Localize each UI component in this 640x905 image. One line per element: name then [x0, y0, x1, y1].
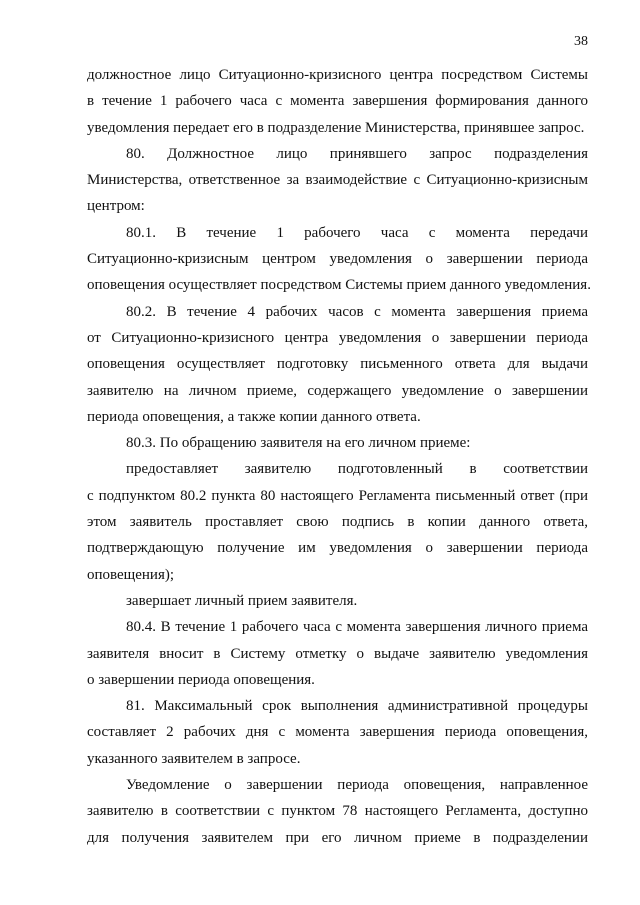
- page-number: 38: [574, 34, 588, 49]
- text-line: 80.2. В течение 4 рабочих часов с момента завершения приема: [126, 303, 588, 320]
- text-line: завершает личный прием заявителя.: [126, 592, 358, 609]
- paragraph: [87, 772, 588, 851]
- text-line: для получения заявителем при его личном приеме в подразделении: [87, 829, 588, 846]
- text-line: в течение 1 рабочего часа с момента завершения формирования данного: [87, 93, 588, 110]
- text-line: заявителю на личном приеме, содержащего уведомление о завершении: [87, 382, 588, 399]
- text-line: уведомления передает его в подразделение Министерства, принявшее запрос.: [87, 119, 585, 136]
- text-line: периода оповещения, а также копии данного ответа.: [87, 408, 421, 425]
- text-line: должностное лицо Ситуационно-кризисного центра посредством Системы: [87, 67, 588, 83]
- text-line: оповещения осуществляет посредством Системы прием данного уведомления.: [87, 277, 591, 294]
- paragraph: [87, 430, 588, 456]
- text-line: 80.4. В течение 1 рабочего часа с момента завершения личного приема: [126, 619, 588, 636]
- text-line: предоставляет заявителю подготовленный в соответствии: [126, 461, 588, 478]
- text-line: этом заявитель проставляет свою подпись в копии данного ответа,: [87, 514, 588, 531]
- document-body: [87, 62, 591, 851]
- text-line: заявителя вносит в Систему отметку о выдаче заявителю уведомления: [87, 645, 588, 662]
- paragraph: [87, 693, 588, 772]
- paragraph: [87, 614, 588, 693]
- paragraph: [87, 141, 588, 220]
- text-line: подтверждающую получение им уведомления о завершении периода: [87, 540, 588, 557]
- paragraph: [87, 588, 588, 614]
- text-line: оповещения осуществляет подготовку письменного ответа для выдачи: [87, 356, 588, 373]
- text-line: составляет 2 рабочих дня с момента завершения периода оповещения,: [87, 724, 588, 741]
- text-line: 80.1. В течение 1 рабочего часа с момента передачи: [126, 224, 588, 241]
- paragraph: [87, 220, 591, 299]
- text-line: с подпунктом 80.2 пункта 80 настоящего Регламента письменный ответ (при: [87, 487, 588, 504]
- paragraph: [87, 456, 588, 587]
- text-line: о завершении периода оповещения.: [87, 671, 315, 688]
- text-line: 80. Должностное лицо принявшего запрос подразделения: [126, 145, 588, 162]
- text-line: Уведомление о завершении периода оповещения, направленное: [126, 777, 588, 794]
- paragraph: [87, 299, 588, 430]
- text-line: центром:: [87, 198, 145, 215]
- text-line: от Ситуационно-кризисного центра уведомления о завершении периода: [87, 329, 588, 346]
- text-line: Ситуационно-кризисным центром уведомления о завершении периода: [87, 251, 588, 268]
- paragraph: [87, 62, 588, 141]
- text-line: 80.3. По обращению заявителя на его личном приеме:: [126, 435, 471, 452]
- text-line: 81. Максимальный срок выполнения административной процедуры: [126, 698, 588, 715]
- text-line: Министерства, ответственное за взаимодействие с Ситуационно-кризисным: [87, 172, 588, 189]
- text-line: указанного заявителем в запросе.: [87, 750, 301, 767]
- text-line: заявителю в соответствии с пунктом 78 настоящего Регламента, доступно: [87, 803, 588, 820]
- text-line: оповещения);: [87, 566, 175, 583]
